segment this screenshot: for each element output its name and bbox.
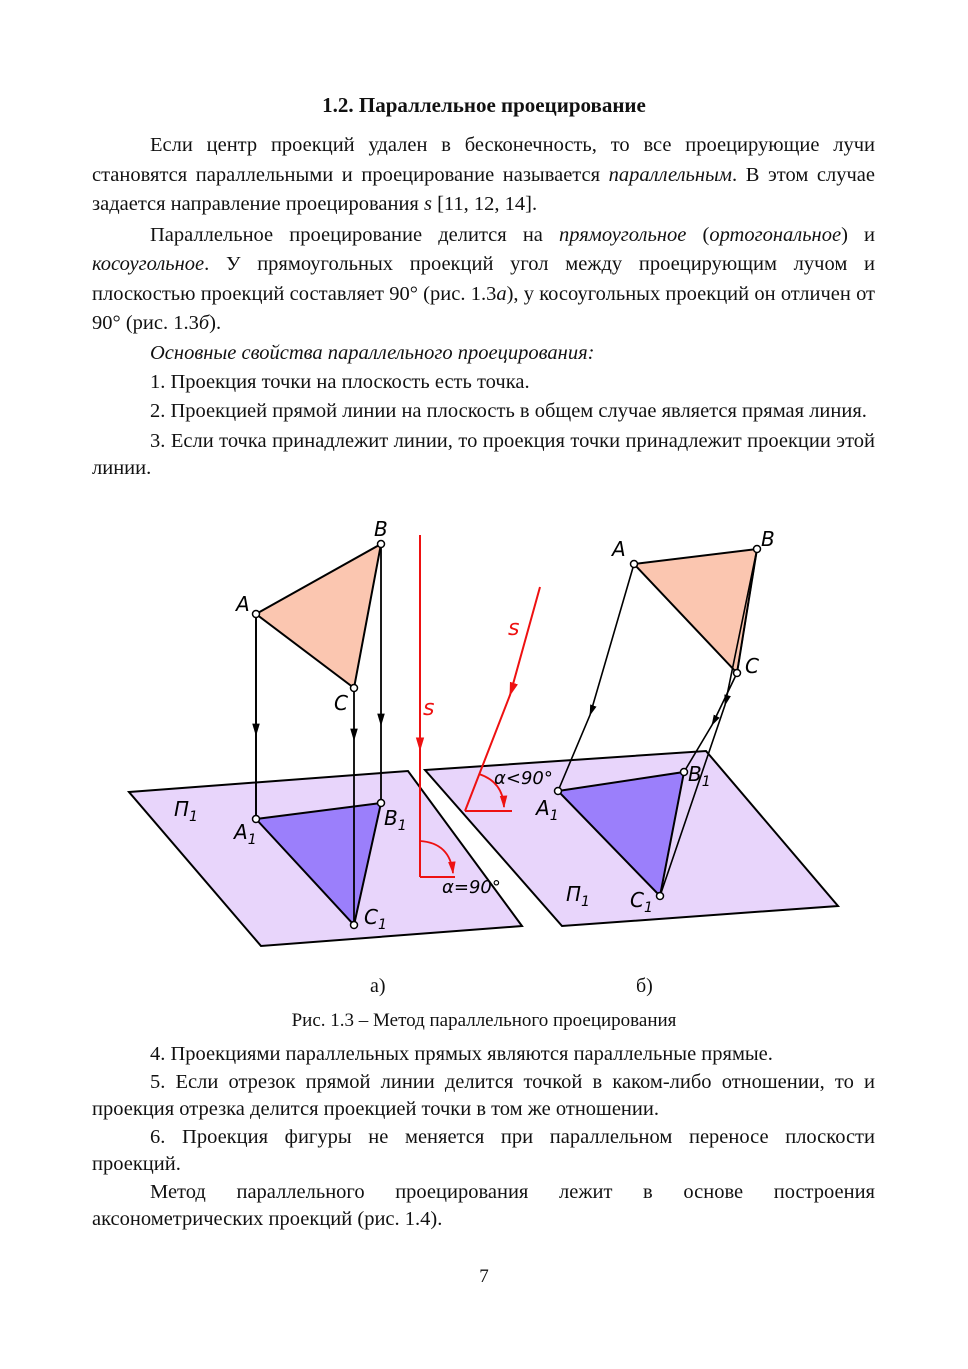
property-3: 3. Если точка принадлежит линии, то проекция точки принадлежит проекции этой линии. <box>92 429 875 479</box>
point-a <box>253 611 260 618</box>
label-b-b: B <box>761 527 775 551</box>
text-block-top <box>92 131 875 482</box>
property-1: 1. Проекция точки на плоскость есть точка. <box>150 371 530 393</box>
label-a: A <box>236 592 250 616</box>
projection-diagram <box>110 515 850 965</box>
properties-heading: Основные свойства параллельного проецирования: <box>150 341 595 364</box>
paragraph-axonometric: Метод параллельного проецирования лежит в основе построения аксонометрических проекций (рис. 1.4). <box>92 1181 875 1230</box>
subfigure-label-b: б) <box>636 975 653 997</box>
point-a1 <box>253 816 260 823</box>
label-b: B <box>374 517 388 541</box>
label-c: C <box>334 691 348 715</box>
figure-1-3 <box>110 515 850 965</box>
subfigure-label-a: а) <box>370 975 386 997</box>
property-4: 4. Проекциями параллельных прямых являются параллельные прямые. <box>150 1043 773 1065</box>
point-b-b <box>754 546 761 553</box>
point-a-b <box>631 561 638 568</box>
label-b1-b: $B_1$ <box>688 762 711 790</box>
point-b <box>378 541 385 548</box>
label-s-a: s <box>423 696 435 721</box>
page-number: 7 <box>479 1266 489 1287</box>
label-angle-a: α=90° <box>442 877 501 898</box>
section-heading: 1.2. Параллельное проецирование <box>322 93 646 117</box>
point-b1-b <box>681 769 688 776</box>
point-c <box>351 685 358 692</box>
label-a1-b: $A_1$ <box>536 796 559 824</box>
point-c1 <box>351 922 358 929</box>
label-s-b: s <box>508 616 520 641</box>
label-plane-a: $П_1$ <box>174 797 198 825</box>
text-block-bottom <box>92 1041 875 1234</box>
triangle-abc-a <box>256 544 381 688</box>
label-a1: $A_1$ <box>234 820 257 848</box>
point-c-b <box>734 670 741 677</box>
property-6: 6. Проекция фигуры не меняется при параллельном переносе плоскости проекций. <box>92 1126 875 1175</box>
label-b1: $B_1$ <box>384 806 407 834</box>
label-plane-b: $П_1$ <box>566 882 590 910</box>
figure-caption: Рис. 1.3 – Метод параллельного проецирования <box>291 1010 677 1031</box>
label-c1: $C_1$ <box>364 905 387 933</box>
label-c-b: C <box>745 654 759 678</box>
property-5: 5. Если отрезок прямой линии делится точкой в каком-либо отношении, то и проекция отрезка делится проекцией точки в том же отношении. <box>92 1071 875 1120</box>
paragraph-projection-types: Параллельное проецирование делится на прямоугольное (ортогональное) и косоугольное. У прямоугольных проекций угол между проецирующим лучом и плоскостью проекций составляет 90° (рис. 1.3а), у косоугольных проекций он отличен от 90° (рис. 1.3б). <box>92 223 876 334</box>
diagram-part-b <box>425 527 838 926</box>
point-a1-b <box>555 788 562 795</box>
paragraph-parallel-definition: Если центр проекций удален в бесконечность, то все проецирующие лучи становятся параллельными и проецирование называется параллельным. В этом случае задается направление проецирования s [11, 12, 14]. <box>92 134 875 215</box>
point-c1-b <box>657 893 664 900</box>
diagram-part-a <box>129 517 522 946</box>
label-angle-b: α<90° <box>494 768 553 789</box>
label-c1-b: $C_1$ <box>630 888 653 916</box>
triangle-abc-b <box>634 549 757 673</box>
property-2: 2. Проекцией прямой линии на плоскость в общем случае является прямая линия. <box>150 399 867 422</box>
label-a-b: A <box>612 537 626 561</box>
